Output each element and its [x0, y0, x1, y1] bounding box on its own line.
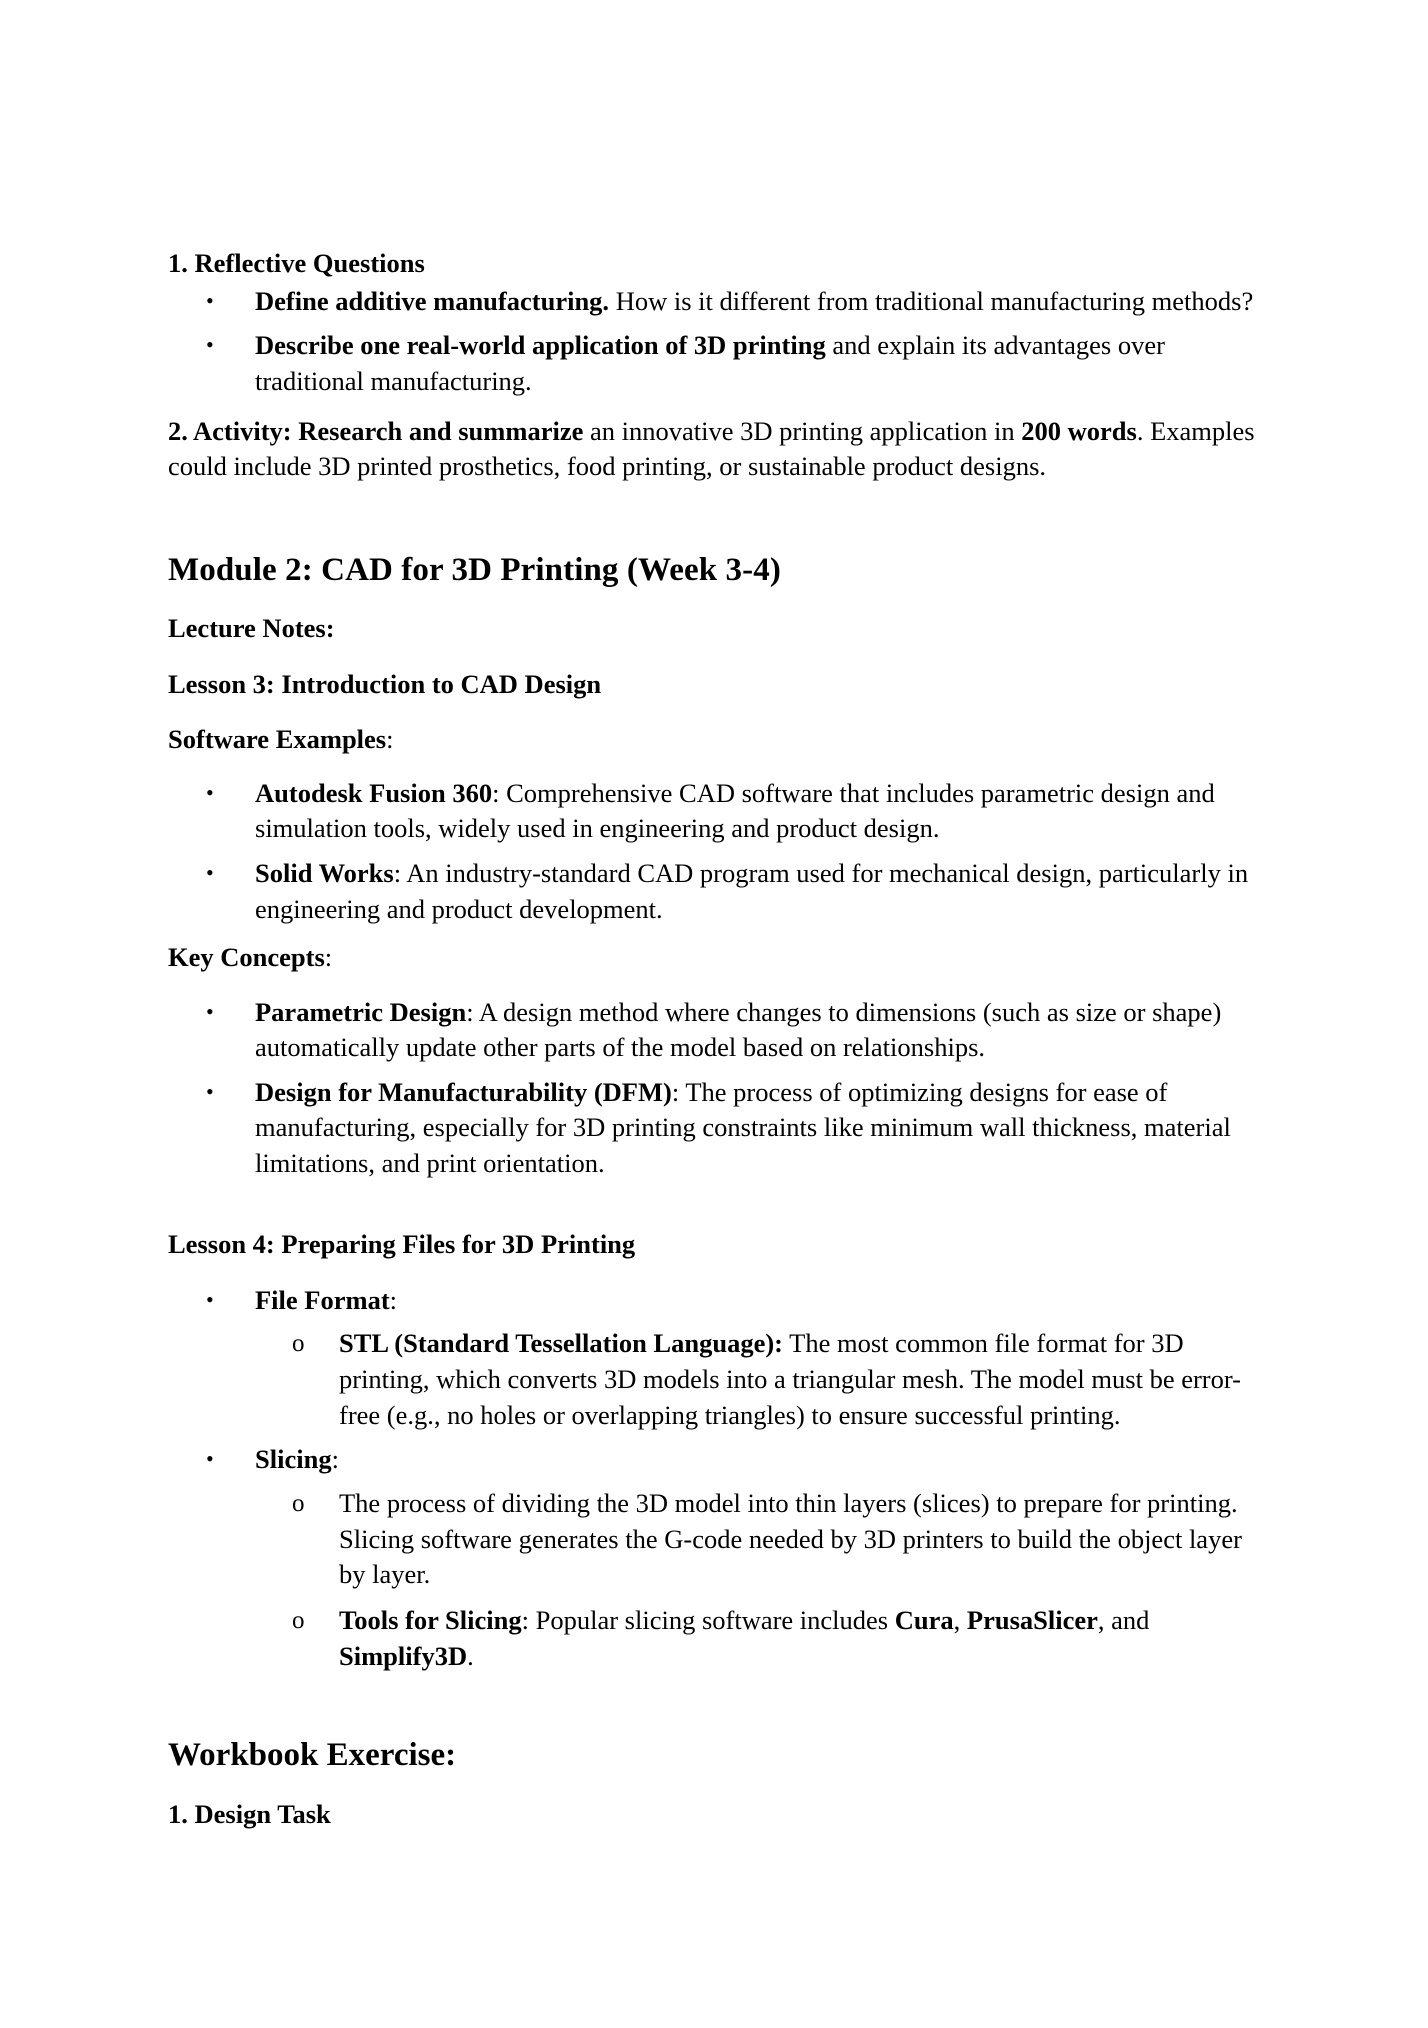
file-format-sublist — [255, 1326, 1266, 1433]
slicing-colon: : — [331, 1444, 339, 1475]
activity-lead: 2. Activity: Research and summarize — [168, 415, 584, 446]
bullet-icon: • — [206, 779, 214, 805]
sub-bullet-icon: o — [292, 1330, 305, 1358]
key-concepts-colon: : — [324, 942, 333, 973]
slicer-tool-simplify3d: Simplify3D — [339, 1640, 468, 1671]
bullet-icon: • — [206, 1446, 214, 1472]
list-item — [168, 284, 1266, 320]
list-item — [168, 328, 1266, 399]
list-item-text: The most common file format for 3D printing, which converts 3D models into a triangular mesh. The model must be error-free (e.g., no holes or overlapping triangles) to ensure successful printing. — [339, 1328, 1241, 1430]
list-item — [168, 776, 1266, 847]
list-item-lead: Define additive manufacturing. — [255, 285, 610, 316]
sub-bullet-icon: o — [292, 1606, 305, 1634]
bullet-icon: • — [206, 287, 214, 313]
activity-paragraph — [168, 414, 1266, 485]
list-item-text: The process of dividing the 3D model into thin layers (slices) to prepare for printing. Slicing software generates the G-code needed by 3D printers to build the object layer by layer. — [339, 1488, 1242, 1590]
bullet-icon: • — [206, 860, 214, 886]
lesson-4-heading: Lesson 4: Preparing Files for 3D Printing — [168, 1228, 636, 1259]
list-item-text: : A design method where changes to dimensions (such as size or shape) automatically update other parts of the model based on relationships. — [255, 996, 1222, 1063]
software-examples-colon: : — [386, 723, 394, 754]
list-item-lead: Tools for Slicing — [339, 1604, 522, 1635]
list-item — [168, 856, 1266, 927]
list-item-lead: Autodesk Fusion 360 — [255, 777, 493, 808]
list-item — [168, 1283, 1266, 1434]
reflective-questions-heading: 1. Reflective Questions — [168, 248, 425, 278]
software-examples-text: Software Examples — [168, 723, 387, 754]
software-examples-list — [168, 776, 1266, 928]
lesson-3-heading: Lesson 3: Introduction to CAD Design — [168, 668, 602, 699]
list-item — [168, 995, 1266, 1066]
file-format-colon: : — [389, 1284, 398, 1315]
list-item-text-b: , — [953, 1604, 967, 1635]
lecture-notes-label: Lecture Notes: — [168, 613, 335, 644]
list-item-lead: Design for Manufacturability (DFM) — [255, 1076, 672, 1107]
key-concepts-text: Key Concepts — [168, 942, 325, 973]
workbook-exercise-heading: Workbook Exercise: — [168, 1737, 457, 1774]
lesson-4-section — [168, 1228, 1266, 1675]
list-item-lead: STL (Standard Tessellation Language): — [339, 1328, 783, 1359]
list-item-text-d: . — [467, 1640, 474, 1671]
document-body — [168, 246, 1266, 1831]
list-item-text: : The process of optimizing designs for ease of manufacturing, especially for 3D printing constraints like minimum wall thickness, material limitations, and print orientation. — [255, 1076, 1231, 1179]
list-item — [255, 1326, 1266, 1433]
list-item — [255, 1603, 1266, 1674]
lesson-4-list — [168, 1283, 1266, 1674]
activity-tail: . Examples could include 3D printed prosthetics, food printing, or sustainable product designs. — [168, 415, 1255, 482]
list-item-text: : An industry-standard CAD program used for mechanical design, particularly in engineering and product development. — [255, 858, 1249, 924]
spacer — [168, 400, 1266, 414]
slicer-tool-prusaslicer: PrusaSlicer — [966, 1604, 1098, 1635]
bullet-icon: • — [206, 332, 214, 358]
list-item-text-a: : Popular slicing software includes — [521, 1604, 895, 1635]
list-item-lead: Parametric Design — [255, 996, 467, 1027]
slicing-sublist — [255, 1486, 1266, 1674]
sub-bullet-icon: o — [292, 1490, 305, 1518]
list-item-lead: Solid Works — [255, 858, 394, 889]
module-2-heading: Module 2: CAD for 3D Printing (Week 3-4) — [168, 551, 781, 588]
bullet-icon: • — [206, 1286, 214, 1312]
list-item-text: How is it different from traditional manufacturing methods? — [609, 285, 1254, 316]
bullet-icon: • — [206, 998, 214, 1024]
activity-mid: an innovative 3D printing application in — [583, 415, 1022, 446]
spacer — [168, 927, 1266, 941]
key-concepts-list — [168, 995, 1266, 1182]
reflective-questions-list — [168, 284, 1266, 400]
software-examples-label — [168, 723, 1266, 756]
list-item — [255, 1486, 1266, 1593]
file-format-label: File Format — [255, 1284, 390, 1315]
slicing-label: Slicing — [255, 1444, 332, 1475]
bullet-icon: • — [206, 1078, 214, 1104]
activity-word-count: 200 words — [1021, 415, 1137, 446]
design-task-heading: 1. Design Task — [168, 1798, 331, 1829]
list-item-text: and explain its advantages over traditional manufacturing. — [255, 330, 1165, 396]
list-item — [168, 1075, 1266, 1182]
list-item-lead: Describe one real-world application of 3D printing — [255, 330, 826, 361]
slicer-tool-cura: Cura — [894, 1604, 954, 1635]
key-concepts-label — [168, 941, 1266, 974]
list-item-text-c: , and — [1097, 1604, 1150, 1635]
list-item-text: : Comprehensive CAD software that includes parametric design and simulation tools, widely used in engineering and product design. — [255, 777, 1215, 844]
list-item — [168, 1442, 1266, 1674]
